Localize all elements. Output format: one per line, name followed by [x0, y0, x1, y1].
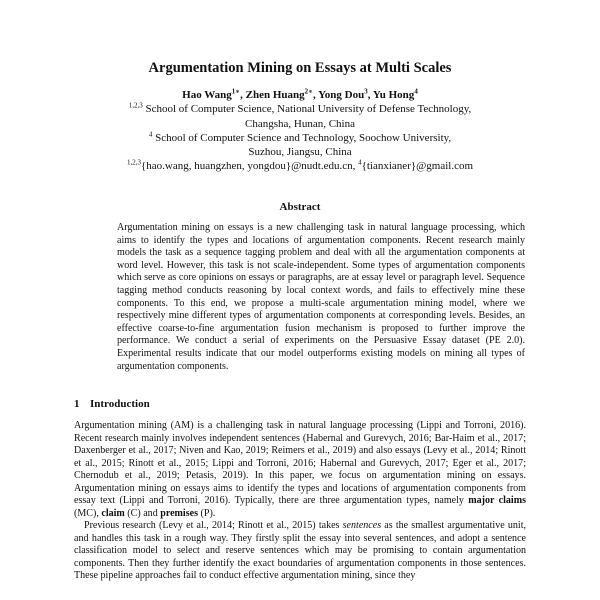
- affiliation-text: School of Computer Science, National University of Defense Technology,: [145, 103, 472, 116]
- email-sup: 4: [358, 158, 362, 167]
- author-sup: 1∗: [231, 87, 241, 96]
- affiliation-sup: 4: [148, 130, 153, 139]
- body-text: [74, 420, 526, 583]
- paragraph: [74, 520, 526, 583]
- affiliation-text: School of Computer Science and Technology, Soochow University,: [155, 131, 452, 144]
- email-text: {hao.wang, huangzhen, yongdou}@nudt.edu.cn,: [140, 160, 359, 173]
- affiliation-sup: 1,2,3: [128, 101, 143, 110]
- paragraph-text: Previous research (Levy et al., 2014; Rinott et al., 2015) takes: [84, 520, 343, 531]
- author-sup: 4: [414, 87, 418, 96]
- affiliation-line: [0, 145, 600, 159]
- affiliation-line: [0, 117, 600, 131]
- author-name: Zhen Huang: [245, 89, 305, 101]
- paper-title: Argumentation Mining on Essays at Multi Scales: [148, 60, 452, 76]
- author-name: Yu Hong: [372, 89, 415, 101]
- author-name: Hao Wang: [182, 89, 232, 101]
- email-text: {tianxianer}@gmail.com: [361, 160, 474, 173]
- author-sup: 3: [364, 87, 368, 96]
- author-name: Yong Dou: [318, 89, 365, 101]
- author-names: Hao Wang$^{1∗}$, Zhen Huang$^{2∗}$, Yong Dou$^3$, Yu Hong$^4$: [182, 87, 418, 101]
- affiliation-line: [0, 131, 600, 145]
- author-sup: 2∗: [304, 87, 313, 96]
- section-number: 1: [74, 398, 80, 410]
- section-heading: [74, 398, 150, 410]
- paragraph-text: as the smallest argumentative unit, and handles this task in a rough way. They firstly split the essay into several sentences, and adopt a sentence classification model to select and reserve sentences which may be promising to contain argumentation components. Then they further identify the exact boundaries of argumentation components in those sentences. These pipeline approaches fail to conduct effective argumentation mining, since they: [74, 520, 526, 581]
- paragraph-text: (C) and: [124, 507, 161, 519]
- abstract-heading: Abstract: [279, 201, 321, 213]
- affiliation-text: Suzhou, Jiangsu, China: [248, 146, 352, 159]
- author-block: [0, 88, 600, 174]
- abstract-text: Argumentation mining on essays is a new challenging task in natural language processing, which aims to identify the types and locations of argumentation components. Recent research mainly models the task as a sequence tagging problem and deal with all the argumentation components at word level. However, this task is not scale-independent. Some types of argumentation components which serve as core opinions on essays or paragraphs, are at essay level or paragraph level. Sequence tagging method conducts reasoning by local context words, and fails to effectively mine these components. To this end, we propose a multi-scale argumentation mining model, where we respectively mine different types of argumentation components at corresponding levels. Besides, an effective coarse-to-fine argumentation fusion mechanism is proposed to further improve the performance. We conduct a serial of experiments on the Persuasive Essay dataset (PE 2.0). Experimental results indicate that our model outperforms existing models on mining all types of argumentation components.: [117, 222, 525, 372]
- affiliation-line: [0, 102, 600, 116]
- term-major-claims: major claims: [468, 495, 526, 506]
- term-sentences: sentences: [342, 520, 382, 531]
- paragraph-text: (P).: [198, 507, 216, 519]
- section-title: Introduction: [90, 398, 150, 410]
- paragraph-text: (MC),: [74, 507, 102, 519]
- term-premises: premises: [160, 507, 198, 519]
- affiliation-text: Changsha, Hunan, China: [245, 117, 355, 130]
- paragraph: [74, 420, 526, 520]
- term-claim: claim: [101, 507, 125, 519]
- email-sup: 1,2,3: [126, 158, 141, 167]
- paragraph-text: Argumentation mining (AM) is a challenging task in natural language processing (Lippi and Torroni, 2016). Recent research mainly involves independent sentences (Habernal and Gurevych, 2016; Bar-Haim et al., 2017; Daxenberger et al., 2017; Niven and Kao, 2019; Reimers et al., 2019) and also essays (Levy et al., 2014; Rinott et al., 2015; Rinott et al., 2015; Lippi and Torroni, 2016; Habernal and Gurevych, 2017; Eger et al., 2017; Chernodub et al., 2019; Petasis, 2019). In this paper, we focus on argumentation mining on essays. Argumentation mining on essays aims to identify the types and locations of argumentation components from essay text (Lippi and Torroni, 2016). Typically, there are three argumentation types, namely: [74, 420, 526, 506]
- email-line: [0, 159, 600, 173]
